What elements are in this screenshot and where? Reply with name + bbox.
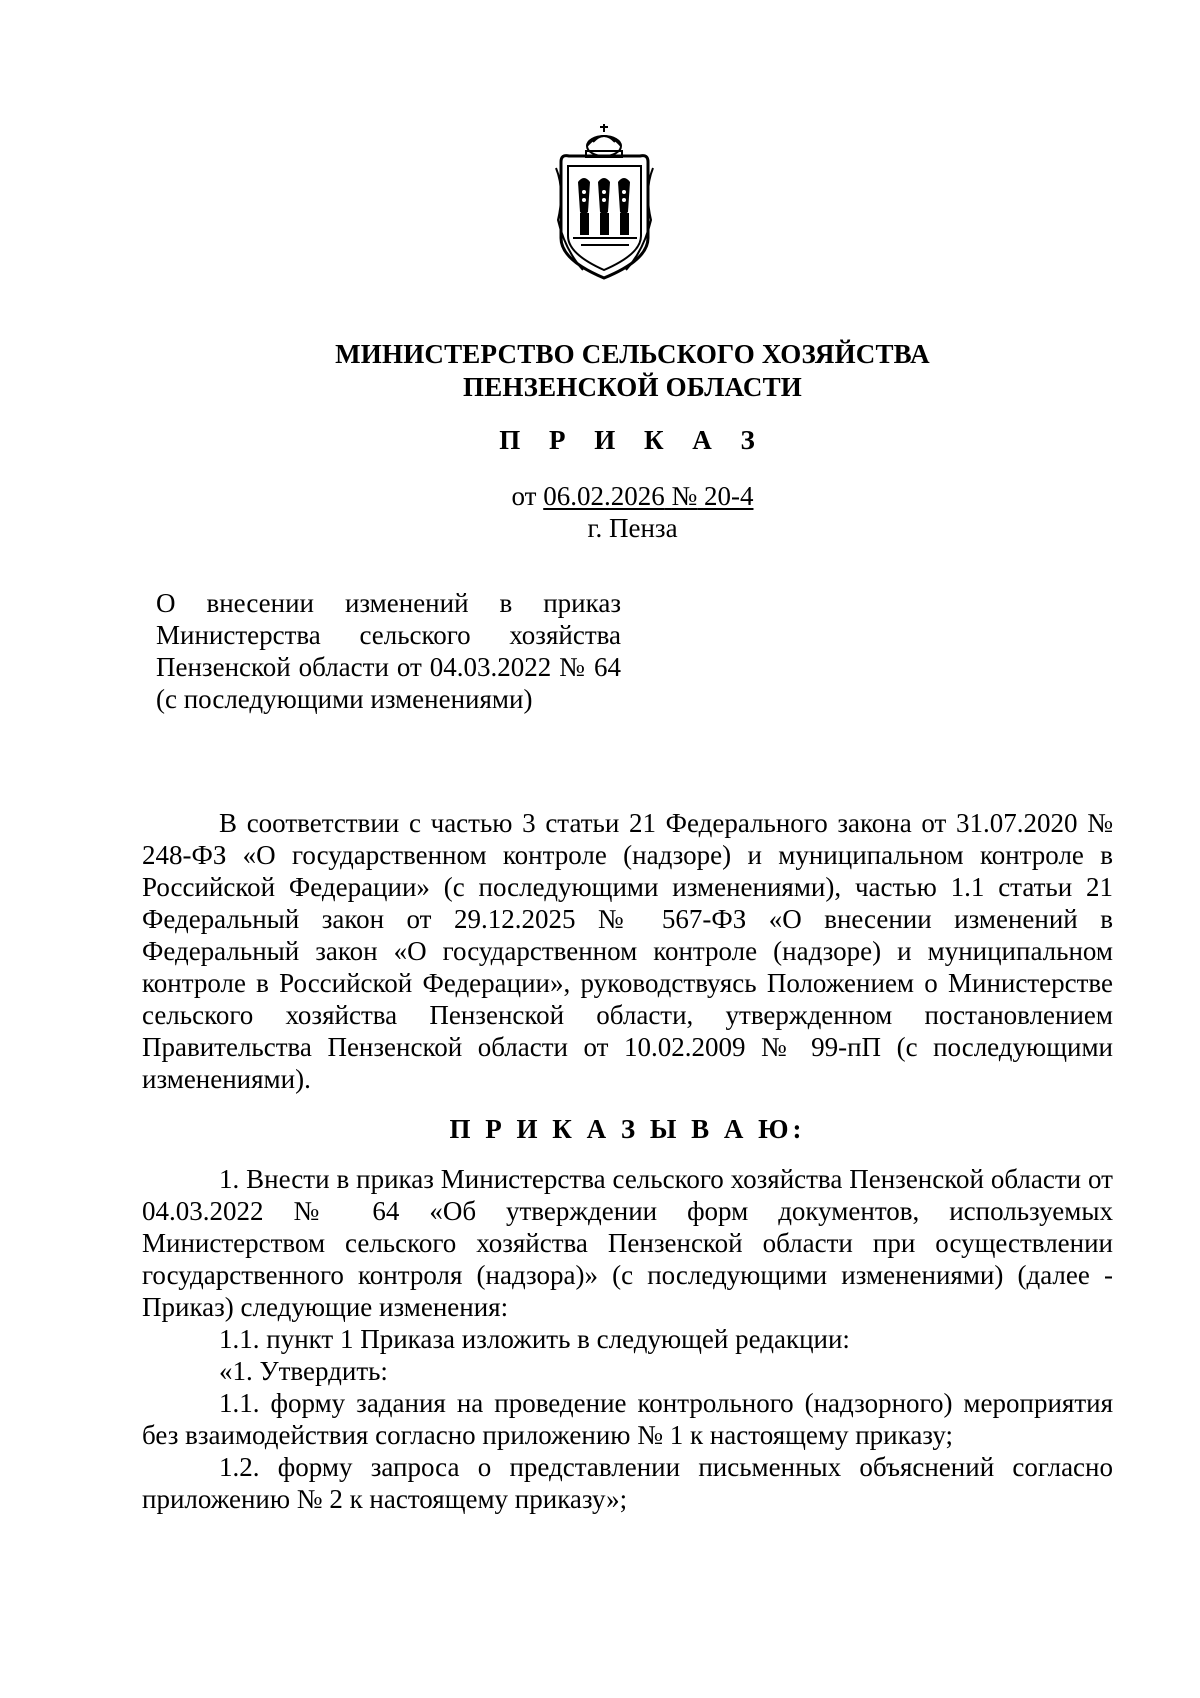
order-date-number-line bbox=[0, 480, 1200, 512]
order-item: «1. Утвердить: bbox=[219, 1356, 388, 1386]
order-item: 1.2. форму запроса о представлении письменных объяснений согласно приложению № 2 к настоящему приказу»; bbox=[142, 1452, 1113, 1514]
order-body bbox=[142, 807, 1113, 1515]
date-prefix: от bbox=[511, 481, 537, 511]
order-subject: О внесении изменений в приказ Министерства сельского хозяйства Пензенской области от 04.03.2022 № 64 (с последующими изменениями) bbox=[156, 588, 621, 714]
order-heading: П Р И К А З Ы В А Ю: bbox=[449, 1114, 806, 1144]
coat-of-arms-emblem bbox=[553, 120, 656, 283]
order-date: 06.02.2026 bbox=[543, 481, 665, 511]
preamble-paragraph: В соответствии с частью 3 статьи 21 Федерального закона от 31.07.2020 № 248-ФЗ «О государственном контроле (надзоре) и муниципальном контроле в Российской Федерации» (с последующими изменениями), частью 1.1 статьи 21 Федеральный закон от 29.12.2025 № 567-ФЗ «О внесении изменений в Федеральный закон «О государственном контроле (надзоре) и муниципальном контроле в Российской Федерации», руководствуясь Положением о Министерстве сельского хозяйства Пензенской области, утвержденном постановлением Правительства Пензенской области от 10.02.2009 № 99-пП (с последующими изменениями). bbox=[142, 808, 1113, 1094]
ministry-title-line1: МИНИСТЕРСТВО СЕЛЬСКОГО ХОЗЯЙСТВА bbox=[335, 339, 930, 369]
order-item: 1.1. пункт 1 Приказа изложить в следующей редакции: bbox=[219, 1324, 850, 1354]
order-city: г. Пенза bbox=[587, 513, 678, 543]
order-details bbox=[0, 480, 1200, 544]
document-type: П Р И К А З bbox=[499, 425, 766, 455]
order-number: № 20-4 bbox=[671, 481, 754, 511]
order-item: 1. Внести в приказ Министерства сельского хозяйства Пензенской области от 04.03.2022 № 64 «Об утверждении форм документов, используемых Министерством сельского хозяйства Пензенской области при осуществлении государственного контроля (надзора)» (с последующими изменениями) (далее - Приказ) следующие изменения: bbox=[142, 1164, 1113, 1322]
ministry-title bbox=[0, 338, 1200, 404]
order-item: 1.1. форму задания на проведение контрольного (надзорного) мероприятия без взаимодействия согласно приложению № 1 к настоящему приказу; bbox=[142, 1388, 1113, 1450]
ministry-title-line2: ПЕНЗЕНСКОЙ ОБЛАСТИ bbox=[463, 372, 802, 402]
